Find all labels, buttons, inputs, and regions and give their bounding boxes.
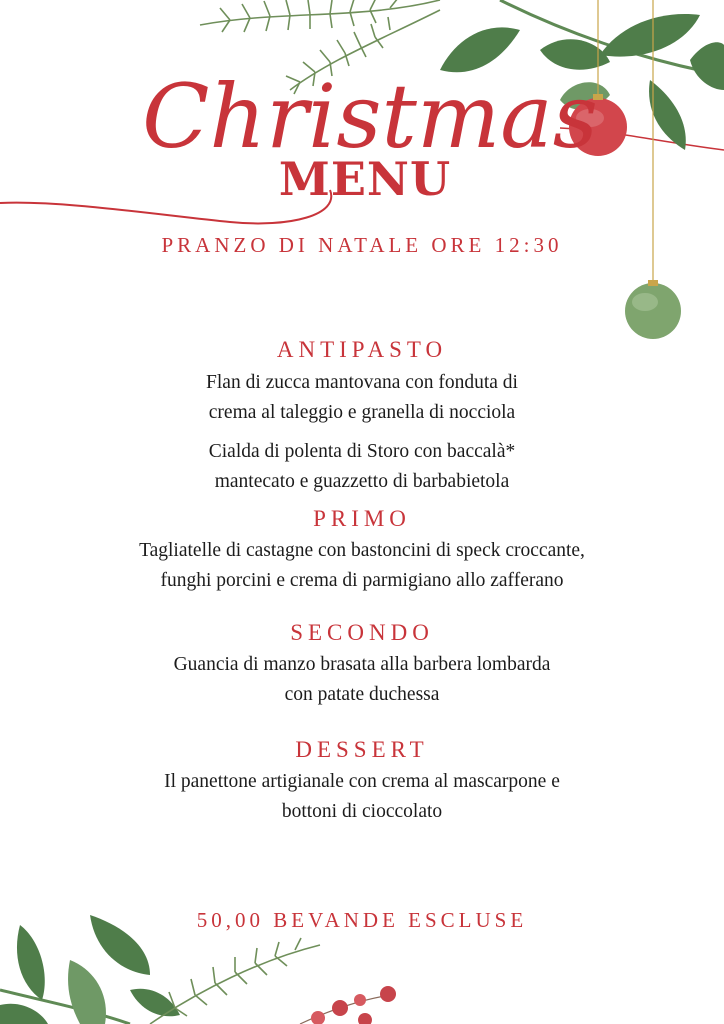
dish-line: bottoni di cioccolato bbox=[281, 801, 443, 822]
dish-antipasto-2 bbox=[0, 437, 724, 497]
dish-line: con patate duchessa bbox=[284, 684, 440, 705]
section-title-antipasto: ANTIPASTO bbox=[276, 337, 448, 362]
dish-line: Tagliatelle di castagne con bastoncini di speck croccante, bbox=[139, 540, 585, 561]
section-title-secondo: SECONDO bbox=[290, 620, 434, 645]
price-note: 50,00 BEVANDE ESCLUSE bbox=[196, 908, 528, 932]
dish-line: Guancia di manzo brasata alla barbera lombarda bbox=[173, 654, 551, 675]
dish-antipasto-1 bbox=[0, 368, 724, 428]
green-ornament-icon bbox=[625, 280, 681, 339]
dish-line: Cialda di polenta di Storo con baccalà* bbox=[208, 441, 516, 462]
script-title-text: Christmas bbox=[142, 65, 598, 168]
red-berries-icon bbox=[300, 986, 396, 1024]
dish-secondo-1 bbox=[0, 650, 724, 710]
menu-heading: MENU bbox=[278, 152, 452, 206]
dish-line: Flan di zucca mantovana con fonduta di bbox=[206, 372, 518, 393]
dish-dessert-1 bbox=[0, 767, 724, 827]
dish-primo-1 bbox=[0, 536, 724, 596]
section-title-primo: PRIMO bbox=[313, 506, 411, 531]
dish-line: mantecato e guazzetto di barbabietola bbox=[214, 471, 510, 492]
dish-line: funghi porcini e crema di parmigiano allo zafferano bbox=[160, 570, 564, 591]
dish-line: Il panettone artigianale con crema al mascarpone e bbox=[164, 771, 560, 792]
dish-line: crema al taleggio e granella di nocciola bbox=[208, 402, 516, 423]
section-title-dessert: DESSERT bbox=[295, 737, 429, 762]
lunch-subtitle: PRANZO DI NATALE ORE 12:30 bbox=[161, 233, 563, 257]
